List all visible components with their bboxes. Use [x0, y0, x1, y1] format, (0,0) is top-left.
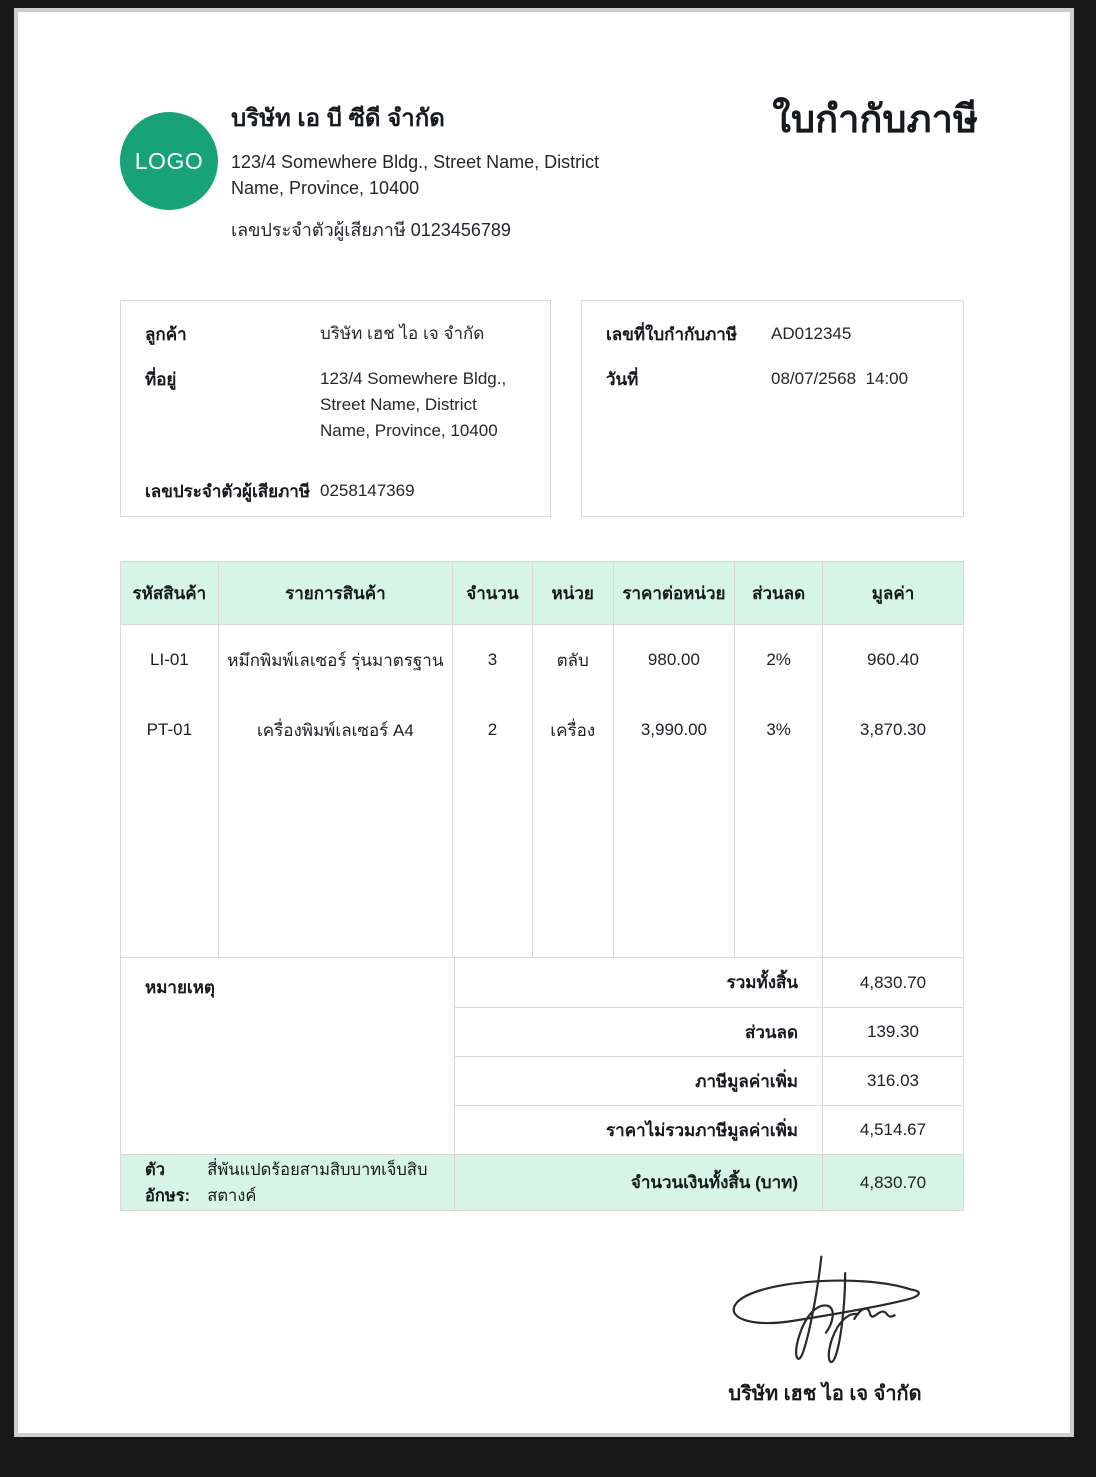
- invoice-page: [14, 8, 1074, 1437]
- invoice-date-value: 08/07/2568 14:00: [771, 369, 909, 388]
- summary-rows: [455, 958, 963, 1154]
- company-logo-text: LOGO: [134, 147, 204, 174]
- document-title: ใบกำกับภาษี: [772, 99, 978, 141]
- summary-row-grand-total: [455, 958, 963, 1007]
- customer-taxid-row: [145, 478, 526, 505]
- item-unit: ตลับ: [556, 650, 589, 670]
- header-discount: ส่วนลด: [735, 562, 823, 624]
- item-unit: เครื่อง: [550, 720, 596, 740]
- summary-value: 4,514.67: [859, 1120, 927, 1139]
- items-table: [120, 561, 964, 1211]
- company-tax-id: เลขประจำตัวผู้เสียภาษี 0123456789: [231, 220, 511, 240]
- column-unit-price: [614, 625, 736, 957]
- header-amount: มูลค่า: [871, 583, 915, 603]
- header-unit-price: ราคาต่อหน่วย: [614, 562, 736, 624]
- amount-in-words-cell: [121, 1155, 455, 1210]
- amount-in-words: สี่พันแปดร้อยสามสิบบาทเจ็บสิบสตางค์: [207, 1160, 428, 1205]
- summary-label: ส่วนลด: [455, 1008, 823, 1056]
- summary-row-ex-vat: [455, 1105, 963, 1154]
- column-product-code: [121, 625, 219, 957]
- summary-label: ราคาไม่รวมภาษีมูลค่าเพิ่ม: [455, 1106, 823, 1154]
- info-boxes: [120, 300, 978, 517]
- item-discount: 2%: [766, 650, 791, 669]
- customer-address-value: 123/4 Somewhere Bldg., Street Name, District Name, Province, 10400: [320, 369, 507, 440]
- item-quantity: 3: [487, 650, 498, 669]
- page-content: [18, 12, 1070, 1409]
- customer-name-row: [145, 321, 526, 348]
- summary-value: 4,830.70: [859, 972, 927, 992]
- column-amount: [823, 625, 963, 957]
- company-logo: [120, 112, 218, 210]
- summary-label: ภาษีมูลค่าเพิ่ม: [455, 1057, 823, 1105]
- signature-icon: [715, 1247, 935, 1367]
- document-header: [120, 88, 978, 244]
- customer-name-value: บริษัท เฮช ไอ เจ จำกัด: [320, 324, 485, 343]
- item-quantity: 2: [487, 720, 498, 739]
- summary-section: [121, 957, 963, 1154]
- item-code: PT-01: [146, 720, 193, 739]
- summary-value: 139.30: [867, 1022, 919, 1041]
- header-description: รายการสินค้า: [219, 562, 453, 624]
- invoice-box: [581, 300, 964, 517]
- summary-label: รวมทั้งสิ้น: [455, 958, 823, 1007]
- signer-company-name: บริษัท เฮช ไอ เจ จำกัด: [728, 1383, 922, 1405]
- total-row: [121, 1154, 963, 1210]
- item-amount: 3,870.30: [859, 720, 927, 739]
- invoice-number-label: เลขที่ใบกำกับภาษี: [606, 325, 738, 344]
- summary-row-discount: [455, 1007, 963, 1056]
- signature-area: [680, 1247, 970, 1409]
- item-unit-price: 980.00: [647, 650, 700, 669]
- header-product-code: รหัสสินค้า: [121, 562, 219, 624]
- company-address: 123/4 Somewhere Bldg., Street Name, District Name, Province, 10400: [231, 152, 600, 198]
- items-table-body: [121, 625, 963, 957]
- header-unit: หน่วย: [533, 562, 614, 624]
- customer-address-row: [145, 366, 526, 444]
- company-name: บริษัท เอ บี ซีดี จำกัด: [231, 105, 445, 132]
- summary-value: 316.03: [867, 1071, 919, 1090]
- item-amount: 960.40: [867, 650, 919, 669]
- invoice-date-label: วันที่: [606, 370, 639, 389]
- customer-address-label: ที่อยู่: [145, 370, 177, 389]
- column-unit: [533, 625, 614, 957]
- total-amount-label: จำนวนเงินทั้งสิ้น (บาท): [455, 1155, 823, 1210]
- item-description: หมึกพิมพ์เลเซอร์ รุ่นมาตรฐาน: [227, 650, 444, 670]
- customer-box: [120, 300, 551, 517]
- customer-taxid-value: 0258147369: [320, 481, 415, 500]
- customer-taxid-label: เลขประจำตัวผู้เสียภาษี: [145, 482, 311, 501]
- invoice-number-row: [606, 321, 939, 348]
- item-description: เครื่องพิมพ์เลเซอร์ A4: [256, 720, 414, 740]
- amount-in-words-label: ตัวอักษร:: [145, 1160, 191, 1205]
- item-discount: 3%: [766, 720, 791, 739]
- items-table-header: [121, 562, 963, 625]
- company-info: [231, 88, 601, 244]
- column-discount: [735, 625, 823, 957]
- item-code: LI-01: [149, 650, 189, 669]
- notes-cell: [121, 958, 455, 1154]
- column-description: [219, 625, 453, 957]
- notes-label: หมายเหตุ: [145, 978, 215, 997]
- summary-row-vat: [455, 1056, 963, 1105]
- invoice-number-value: AD012345: [771, 324, 852, 343]
- header-quantity: จำนวน: [453, 562, 533, 624]
- total-amount-value: 4,830.70: [859, 1172, 927, 1192]
- column-quantity: [453, 625, 533, 957]
- customer-name-label: ลูกค้า: [145, 325, 187, 344]
- item-unit-price: 3,990.00: [640, 720, 708, 739]
- invoice-date-row: [606, 366, 939, 393]
